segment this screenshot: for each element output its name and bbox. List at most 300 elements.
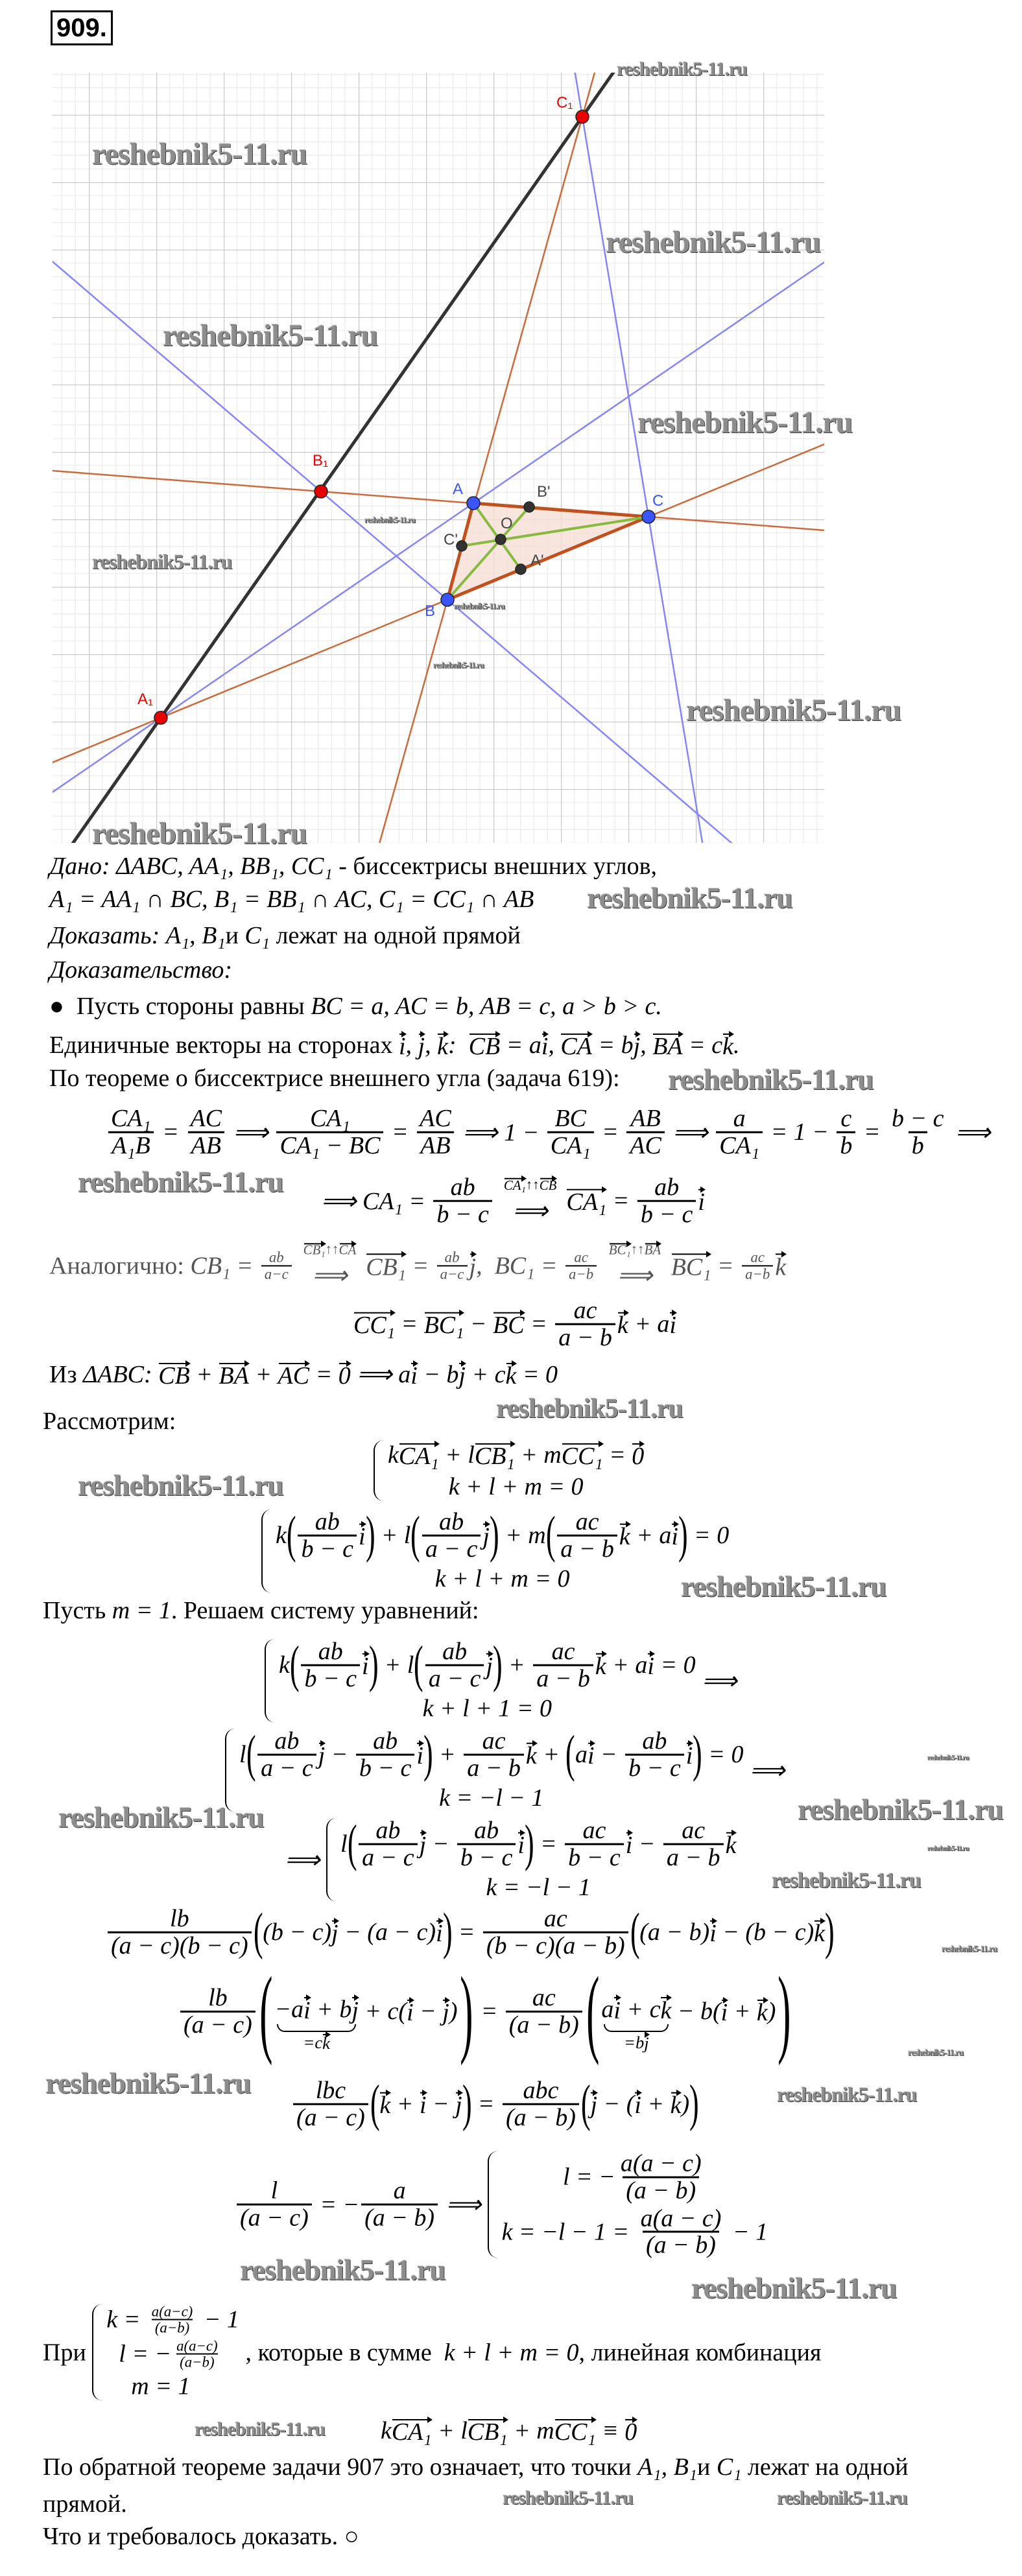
- fraction: [888, 1106, 947, 1159]
- system-row: [276, 1506, 730, 1564]
- math-group: [285, 1815, 737, 1902]
- numerator: [637, 2206, 725, 2231]
- math-text: = 0: [687, 1522, 730, 1549]
- watermark: reshebnik5-11.ru: [681, 1570, 886, 1603]
- math-group: [49, 885, 534, 914]
- text: Единичные векторы на сторонах: [49, 1032, 399, 1059]
- text: и: [697, 2453, 717, 2481]
- vector: k: [814, 1917, 825, 1947]
- right-paren: ): [423, 1725, 433, 1783]
- numerator: [442, 1250, 463, 1265]
- math-text: A₁ = AA₁ ∩ BC, B₁ = BB₁ ∩ AC, C₁ = CC₁ ∩ AB: [49, 886, 534, 913]
- fraction: [464, 1729, 524, 1781]
- math-text: (a − b): [626, 2177, 696, 2204]
- math-text: ΔABC:: [82, 1361, 159, 1388]
- math-text: +: [248, 1361, 278, 1388]
- numerator: [271, 1729, 302, 1754]
- point-c: [642, 510, 655, 523]
- math-text: l = −: [106, 2340, 172, 2368]
- math-text: , BC₁ =: [476, 1252, 564, 1279]
- system-2: [261, 1506, 730, 1593]
- text: , которые в сумме: [239, 2339, 444, 2366]
- fraction: [533, 1639, 593, 1692]
- left-brace-icon: [225, 1729, 235, 1812]
- equation-system: [326, 1815, 737, 1902]
- math-text: ,: [405, 1032, 418, 1059]
- math-text: − 1: [198, 2306, 239, 2334]
- equation-system: [488, 2151, 768, 2258]
- vector: j: [634, 1030, 641, 1060]
- math-text: l: [239, 1741, 246, 1768]
- watermark: reshebnik5-11.ru: [454, 601, 505, 611]
- vector: CB₁: [475, 1440, 515, 1470]
- point-c1: [576, 110, 589, 123]
- vector: k: [617, 1309, 628, 1339]
- math-group: [43, 2453, 909, 2481]
- math-text: + l: [378, 1651, 414, 1679]
- denominator: [716, 1131, 763, 1159]
- math-group: [43, 2522, 359, 2551]
- math-group: [609, 1241, 661, 1257]
- math-text: = 0: [654, 1651, 696, 1679]
- fraction: [356, 1729, 415, 1781]
- intersections-line: [49, 885, 534, 914]
- point-b-prime: [524, 502, 534, 512]
- numerator: [370, 1729, 401, 1754]
- math-text: =: [405, 1252, 435, 1279]
- watermark: reshebnik5-11.ru: [942, 1944, 997, 1954]
- parenthesized: [414, 1636, 503, 1694]
- vector: k: [722, 1030, 733, 1060]
- watermark: reshebnik5-11.ru: [772, 1869, 921, 1893]
- math-text: ⟹: [227, 1118, 275, 1146]
- numerator: [372, 1818, 403, 1843]
- math-text: ⟹: [440, 2191, 488, 2219]
- math-text: a(a − c): [620, 2149, 702, 2177]
- numerator: [549, 1639, 578, 1664]
- numerator: [837, 1106, 855, 1131]
- math-text: (a−b): [180, 2354, 215, 2370]
- watermark: reshebnik5-11.ru: [45, 2066, 251, 2099]
- vector: j: [469, 1251, 477, 1281]
- watermark: reshebnik5-11.ru: [927, 1754, 969, 1762]
- vector: k: [379, 2089, 390, 2119]
- converse-line: [43, 2453, 909, 2481]
- vector: i: [407, 1996, 414, 2026]
- point-c-prime: [457, 541, 467, 551]
- vector: i: [721, 1996, 728, 2026]
- math-text: b − c: [640, 1200, 693, 1228]
- math-text: a−b: [569, 1266, 594, 1282]
- math-group: [49, 1360, 558, 1389]
- denominator: [301, 1664, 360, 1692]
- math-group: [256, 1729, 423, 1781]
- math-text: ab: [642, 1727, 667, 1755]
- math-text: ab: [373, 1727, 398, 1755]
- math-text: (a − b): [508, 2011, 579, 2038]
- equation-system: [92, 2304, 239, 2401]
- system-5: [285, 1815, 737, 1902]
- denominator: [108, 1131, 154, 1159]
- math-text: =: [602, 1441, 632, 1469]
- parenthesized: [584, 1957, 793, 2066]
- vector: k: [506, 1360, 517, 1389]
- math-text: a: [733, 1104, 746, 1132]
- left-brace-icon: [488, 2151, 498, 2258]
- fraction: [457, 1818, 516, 1871]
- vector: i: [362, 1650, 369, 1680]
- vector: j: [442, 1996, 449, 2026]
- system-rows: [340, 1815, 737, 1902]
- vector: j: [351, 1994, 359, 2024]
- math-text: k: [276, 1522, 287, 1549]
- label-b: B: [425, 602, 436, 620]
- right-paren: ): [462, 2075, 472, 2133]
- underbrace-icon: [277, 2024, 355, 2032]
- vector: BC: [493, 1309, 525, 1339]
- fraction: [173, 2338, 220, 2370]
- text: Рассмотрим:: [43, 1408, 176, 1435]
- math-group: [379, 2089, 462, 2119]
- math-group: [49, 1064, 620, 1093]
- vector: CA₁: [566, 1186, 606, 1216]
- label-c: C: [652, 492, 664, 510]
- math-text: b − c: [301, 1535, 353, 1563]
- vector: k: [757, 1996, 768, 2026]
- math-text: a−c: [440, 1266, 464, 1282]
- math-group: [49, 992, 662, 1021]
- system-rows: [388, 1440, 644, 1501]
- fraction: [180, 1985, 256, 2038]
- vector: AC: [278, 1360, 310, 1389]
- watermark: reshebnik5-11.ru: [92, 137, 307, 171]
- system-row: [486, 1873, 591, 1901]
- numerator: [167, 1906, 193, 1932]
- left-paren: (: [586, 1957, 600, 2066]
- math-text: (a − b): [646, 2231, 716, 2259]
- prove-line: [49, 921, 521, 950]
- math-text: b − c: [628, 1754, 681, 1782]
- math-text: ac: [532, 1983, 556, 2011]
- denominator: [188, 1131, 224, 1159]
- math-text: ⟹: [493, 1197, 567, 1225]
- math-text: +: [189, 1361, 219, 1388]
- denominator: [565, 1843, 624, 1871]
- math-text: =: [309, 1361, 339, 1388]
- math-text: ): [767, 1997, 776, 2025]
- vector: k: [437, 1030, 448, 1060]
- math-group: [261, 1506, 730, 1593]
- denominator: [837, 1131, 855, 1159]
- right-paren: ): [459, 1957, 473, 2066]
- vector: CA₁: [399, 1440, 439, 1470]
- parenthesized: [410, 1506, 499, 1564]
- math-text: a − c: [261, 1754, 313, 1782]
- math-text: −: [426, 1830, 455, 1858]
- math-text: a − c: [425, 1535, 478, 1563]
- math-text: − (a − c): [338, 1918, 436, 1946]
- numerator: [471, 1818, 502, 1843]
- left-brace-icon: [374, 1440, 384, 1501]
- watermark: reshebnik5-11.ru: [78, 1469, 283, 1502]
- system-row: [388, 1440, 644, 1470]
- numerator: [730, 1106, 749, 1131]
- math-text: abc: [523, 2076, 559, 2104]
- linear-combination: [381, 2416, 637, 2446]
- fraction: [547, 1106, 594, 1159]
- vector: BA: [644, 1242, 661, 1258]
- math-text: ⟹: [293, 1262, 366, 1290]
- math-text: =: [471, 2090, 501, 2118]
- system-rows: [502, 2151, 768, 2258]
- watermark: reshebnik5-11.ru: [195, 2418, 325, 2440]
- math-text: = c: [682, 1032, 723, 1059]
- math-group: [106, 1106, 991, 1159]
- fraction: [416, 1106, 455, 1159]
- math-text: CB₁ =: [190, 1252, 259, 1279]
- vector: i: [588, 1740, 595, 1769]
- math-text: +: [728, 1997, 757, 2025]
- watermark: reshebnik5-11.ru: [927, 1845, 969, 1852]
- vector: j: [590, 2089, 597, 2119]
- math-text: AC: [190, 1104, 222, 1132]
- math-text: −a: [274, 1995, 304, 2023]
- fraction: [361, 2179, 438, 2231]
- math-text: + b: [310, 1995, 352, 2023]
- math-text: = a: [500, 1032, 541, 1059]
- parenthesized: [370, 2075, 472, 2133]
- problem-number: 909.: [51, 10, 113, 45]
- math-text: − (: [597, 2090, 635, 2118]
- math-text: = b: [591, 1032, 634, 1059]
- text: По теореме о биссектрисе внешнего угла (задача 619):: [49, 1065, 620, 1092]
- math-text: m = 1: [112, 1597, 171, 1624]
- fraction: [742, 1250, 773, 1282]
- math-text: a: [575, 1741, 588, 1768]
- numerator: [627, 1106, 663, 1131]
- fraction: [257, 1729, 316, 1781]
- equation-3: [291, 2075, 699, 2133]
- math-text: = −: [313, 2191, 360, 2218]
- equation-1: [106, 1903, 835, 1961]
- math-text: ab: [274, 1727, 300, 1755]
- math-text: k = −l − 1: [439, 1784, 544, 1812]
- numerator: [888, 1106, 947, 1131]
- denominator: [176, 2353, 217, 2369]
- math-text: =c: [303, 2032, 323, 2052]
- numerator: [551, 1106, 589, 1131]
- math-text: + m: [507, 2417, 554, 2444]
- math-text: ab: [375, 1816, 401, 1844]
- fraction: [108, 1106, 154, 1159]
- text: - биссектрисы внешних углов,: [332, 853, 658, 880]
- math-text: b: [840, 1131, 853, 1159]
- math-text: :: [447, 1032, 469, 1059]
- math-text: = 0: [702, 1741, 744, 1768]
- fraction: [565, 1818, 624, 1871]
- math-text: + l: [375, 1522, 411, 1549]
- numerator: [447, 1175, 479, 1200]
- parenthesized: [246, 1725, 433, 1783]
- math-text: + l: [438, 1441, 475, 1469]
- math-text: b − c: [892, 1104, 944, 1132]
- parenthesized: [257, 1957, 475, 2066]
- denominator: [557, 1535, 617, 1562]
- math-text: ↑↑: [630, 1241, 645, 1257]
- math-group: [43, 1407, 176, 1436]
- vector: k: [671, 2089, 682, 2119]
- vector: 0: [624, 2416, 637, 2446]
- math-text: (b − c)(a − b): [486, 1932, 625, 1959]
- right-paren: ): [365, 1506, 375, 1564]
- denominator: [663, 1843, 724, 1871]
- watermark: reshebnik5-11.ru: [92, 816, 307, 851]
- underbrace-icon: [604, 2024, 669, 2032]
- converse-line-end: [43, 2490, 127, 2518]
- math-group: [639, 1917, 825, 1947]
- fraction: [433, 1175, 492, 1227]
- annotated-arrow: [494, 1176, 566, 1225]
- numerator: [639, 1729, 670, 1754]
- consider-line: [43, 1407, 176, 1436]
- math-text: CA₁: [719, 1131, 760, 1159]
- math-text: ac: [682, 1816, 706, 1844]
- watermark: reshebnik5-11.ru: [777, 2487, 907, 2509]
- denominator: [422, 1535, 481, 1562]
- fraction: [261, 1250, 292, 1282]
- math-text: BC = a, AC = b, AB = c, a > b > c.: [311, 993, 662, 1020]
- math-text: ac: [543, 1904, 567, 1932]
- fraction: [301, 1639, 360, 1692]
- denominator: [437, 1265, 468, 1281]
- math-text: b − c: [460, 1843, 513, 1871]
- math-text: ⟹ CA₁ =: [321, 1187, 432, 1215]
- vector: i: [626, 1829, 633, 1859]
- left-paren: (: [253, 1903, 263, 1961]
- vector: k: [619, 1520, 630, 1550]
- denominator: [356, 1754, 415, 1781]
- fraction: [293, 2078, 368, 2131]
- vector: BA: [652, 1030, 682, 1060]
- ratio-chain: [106, 1106, 991, 1159]
- math-text: ab: [654, 1173, 680, 1201]
- math-group: [291, 2075, 699, 2133]
- left-paren: (: [347, 1815, 357, 1873]
- denominator: [417, 1131, 453, 1159]
- cc1-vector-line: [353, 1298, 676, 1351]
- math-text: +: [433, 1741, 462, 1768]
- math-text: k + l + m = 0: [434, 1565, 570, 1592]
- system-rows: [106, 2304, 239, 2401]
- left-brace-icon: [92, 2304, 102, 2401]
- math-text: =: [385, 1118, 415, 1146]
- denominator: [742, 1265, 773, 1281]
- math-group: [575, 1729, 693, 1781]
- point-o: [495, 534, 506, 545]
- math-text: a: [601, 1995, 614, 2023]
- math-text: k = −l − 1: [486, 1873, 591, 1901]
- math-text: (a − c): [240, 2204, 309, 2232]
- numerator: [571, 1250, 591, 1265]
- numerator: [573, 1509, 602, 1535]
- vector: i: [613, 1994, 621, 2024]
- vector: BC₁: [424, 1309, 464, 1339]
- math-text: =: [595, 1118, 625, 1146]
- math-text: + c: [465, 1361, 506, 1388]
- text: прямой.: [43, 2490, 127, 2518]
- vector: CA₁: [503, 1177, 526, 1193]
- math-text: + a: [628, 1310, 670, 1338]
- vector: j: [455, 2089, 462, 2119]
- point-a-prime: [516, 564, 526, 574]
- math-group: [274, 1994, 358, 2024]
- denominator: [261, 1265, 292, 1281]
- right-paren: ): [778, 1957, 791, 2066]
- math-text: ⟹: [666, 1118, 715, 1146]
- math-text: ab: [268, 1249, 284, 1266]
- math-group: [49, 956, 232, 984]
- math-text: +: [390, 2090, 420, 2118]
- fraction: [637, 2206, 725, 2258]
- left-paren: (: [289, 1636, 300, 1694]
- math-text: AC: [630, 1131, 661, 1159]
- numerator: [571, 1298, 600, 1323]
- math-text: k: [279, 1651, 290, 1679]
- math-text: ⟹ a: [350, 1361, 411, 1389]
- math-text: CA₁: [550, 1131, 591, 1159]
- fraction: [187, 1106, 225, 1159]
- vector: k: [660, 1994, 671, 2024]
- vector: CB: [469, 1030, 501, 1060]
- denominator: [464, 1754, 524, 1781]
- text: При: [43, 2339, 93, 2366]
- numerator: [187, 1106, 225, 1131]
- parenthesized: [347, 1815, 534, 1873]
- numerator: [108, 1106, 154, 1131]
- fraction: [555, 1298, 615, 1351]
- left-paren: (: [580, 2075, 591, 2133]
- math-text: Дано: ΔABC, AA₁, BB₁, CC₁: [49, 853, 333, 880]
- math-text: (a − c): [184, 2011, 252, 2038]
- right-paren: ): [693, 1725, 702, 1783]
- watermark: reshebnik5-11.ru: [908, 2048, 964, 2058]
- triangle-sum-line: [49, 1360, 558, 1389]
- system-row: [439, 1783, 543, 1812]
- system-row: [563, 2151, 707, 2204]
- vector: k: [775, 1251, 786, 1281]
- math-text: (b − c): [263, 1918, 332, 1946]
- left-brace-icon: [265, 1639, 275, 1723]
- denominator: [152, 2319, 193, 2335]
- text: Аналогично:: [49, 1252, 191, 1279]
- left-paren: (: [414, 1636, 423, 1694]
- math-text: (a − b): [505, 2103, 576, 2131]
- math-group: [601, 1994, 671, 2024]
- math-group: [601, 1982, 776, 2053]
- vector: j: [482, 1520, 490, 1550]
- numerator: [390, 2179, 409, 2204]
- parenthesized: [545, 1506, 688, 1564]
- math-text: =: [534, 1830, 564, 1858]
- system-1: [374, 1440, 644, 1501]
- vector: CA: [339, 1242, 357, 1258]
- math-text: ): [449, 1997, 458, 2025]
- math-text: ab: [444, 1249, 460, 1266]
- equation-system: [261, 1506, 730, 1593]
- denominator: [483, 1932, 628, 1959]
- denominator: [298, 1535, 357, 1562]
- math-group: [420, 1509, 490, 1562]
